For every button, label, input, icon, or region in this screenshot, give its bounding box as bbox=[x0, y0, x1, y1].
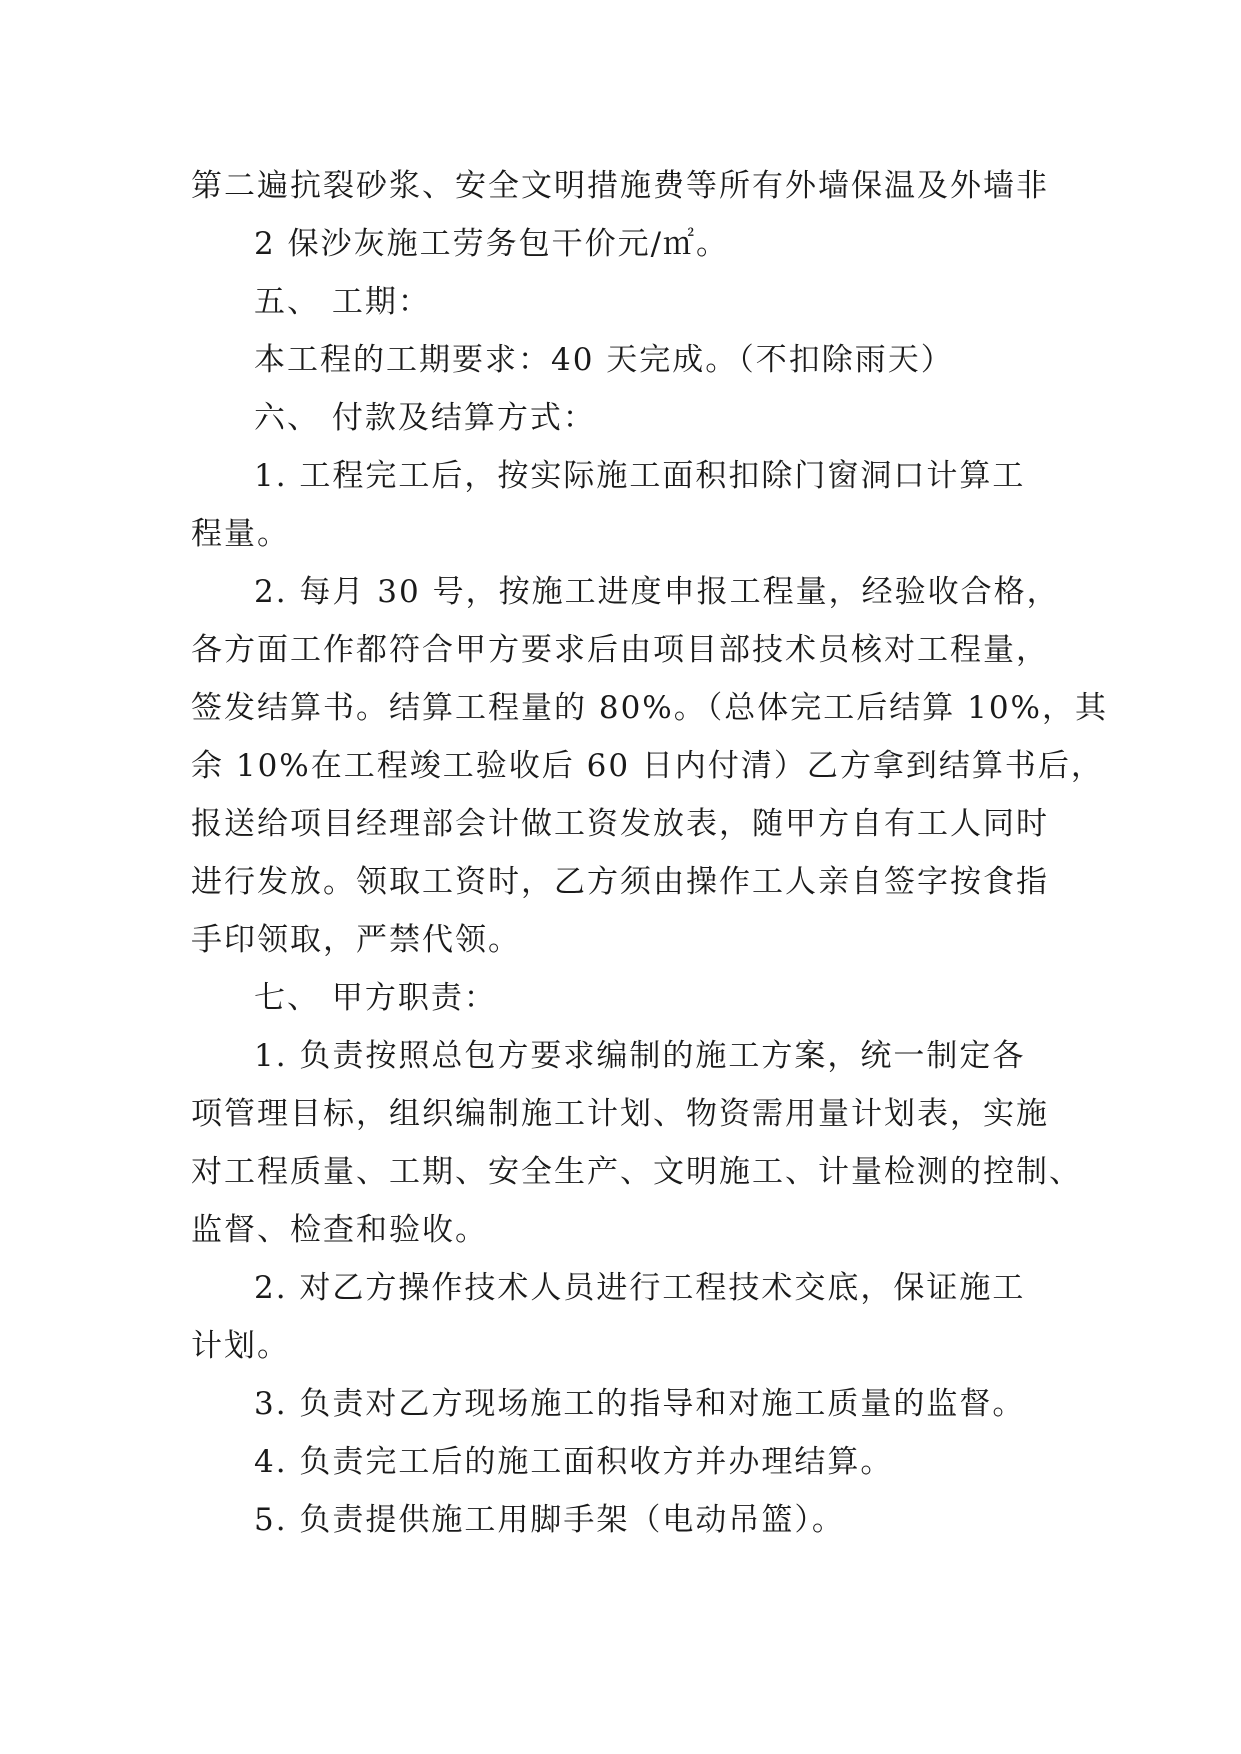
text-line: 1. 负责按照总包方要求编制的施工方案，统一制定各 bbox=[254, 1038, 1026, 1074]
text-line: 项管理目标，组织编制施工计划、物资需用量计划表，实施 bbox=[191, 1096, 1049, 1132]
text-line: 第二遍抗裂砂浆、安全文明措施费等所有外墙保温及外墙非 bbox=[191, 168, 1049, 204]
text-line: 余 10%在工程竣工验收后 60 日内付清）乙方拿到结算书后， bbox=[191, 748, 1104, 784]
text-line: 5. 负责提供施工用脚手架（电动吊篮）。 bbox=[254, 1502, 845, 1538]
text-line: 2. 每月 30 号，按施工进度申报工程量，经验收合格， bbox=[254, 574, 1060, 610]
text-line: 对工程质量、工期、安全生产、文明施工、计量检测的控制、 bbox=[191, 1154, 1082, 1190]
text-line: 计划。 bbox=[191, 1328, 290, 1364]
text-line: 监督、检查和验收。 bbox=[191, 1212, 488, 1248]
section-heading-6: 六、 付款及结算方式： bbox=[254, 400, 596, 436]
section-heading-7: 七、 甲方职责： bbox=[254, 980, 497, 1016]
text-line: 3. 负责对乙方现场施工的指导和对施工质量的监督。 bbox=[254, 1386, 1026, 1422]
text-line: 手印领取，严禁代领。 bbox=[191, 922, 521, 958]
text-line: 各方面工作都符合甲方要求后由项目部技术员核对工程量， bbox=[191, 632, 1049, 668]
text-line: 1. 工程完工后，按实际施工面积扣除门窗洞口计算工 bbox=[254, 458, 1026, 494]
text-line: 4. 负责完工后的施工面积收方并办理结算。 bbox=[254, 1444, 894, 1480]
text-line: 2. 对乙方操作技术人员进行工程技术交底，保证施工 bbox=[254, 1270, 1026, 1306]
text-line: 进行发放。领取工资时，乙方须由操作工人亲自签字按食指 bbox=[191, 864, 1049, 900]
text-line: 本工程的工期要求：40 天完成。（不扣除雨天） bbox=[254, 342, 954, 378]
text-line: 2 保沙灰施工劳务包干价元/㎡。 bbox=[254, 226, 730, 262]
text-line: 报送给项目经理部会计做工资发放表，随甲方自有工人同时 bbox=[191, 806, 1049, 842]
text-line: 程量。 bbox=[191, 516, 290, 552]
text-line: 签发结算书。结算工程量的 80%。（总体完工后结算 10%，其 bbox=[191, 690, 1109, 726]
section-heading-5: 五、 工期： bbox=[254, 284, 431, 320]
